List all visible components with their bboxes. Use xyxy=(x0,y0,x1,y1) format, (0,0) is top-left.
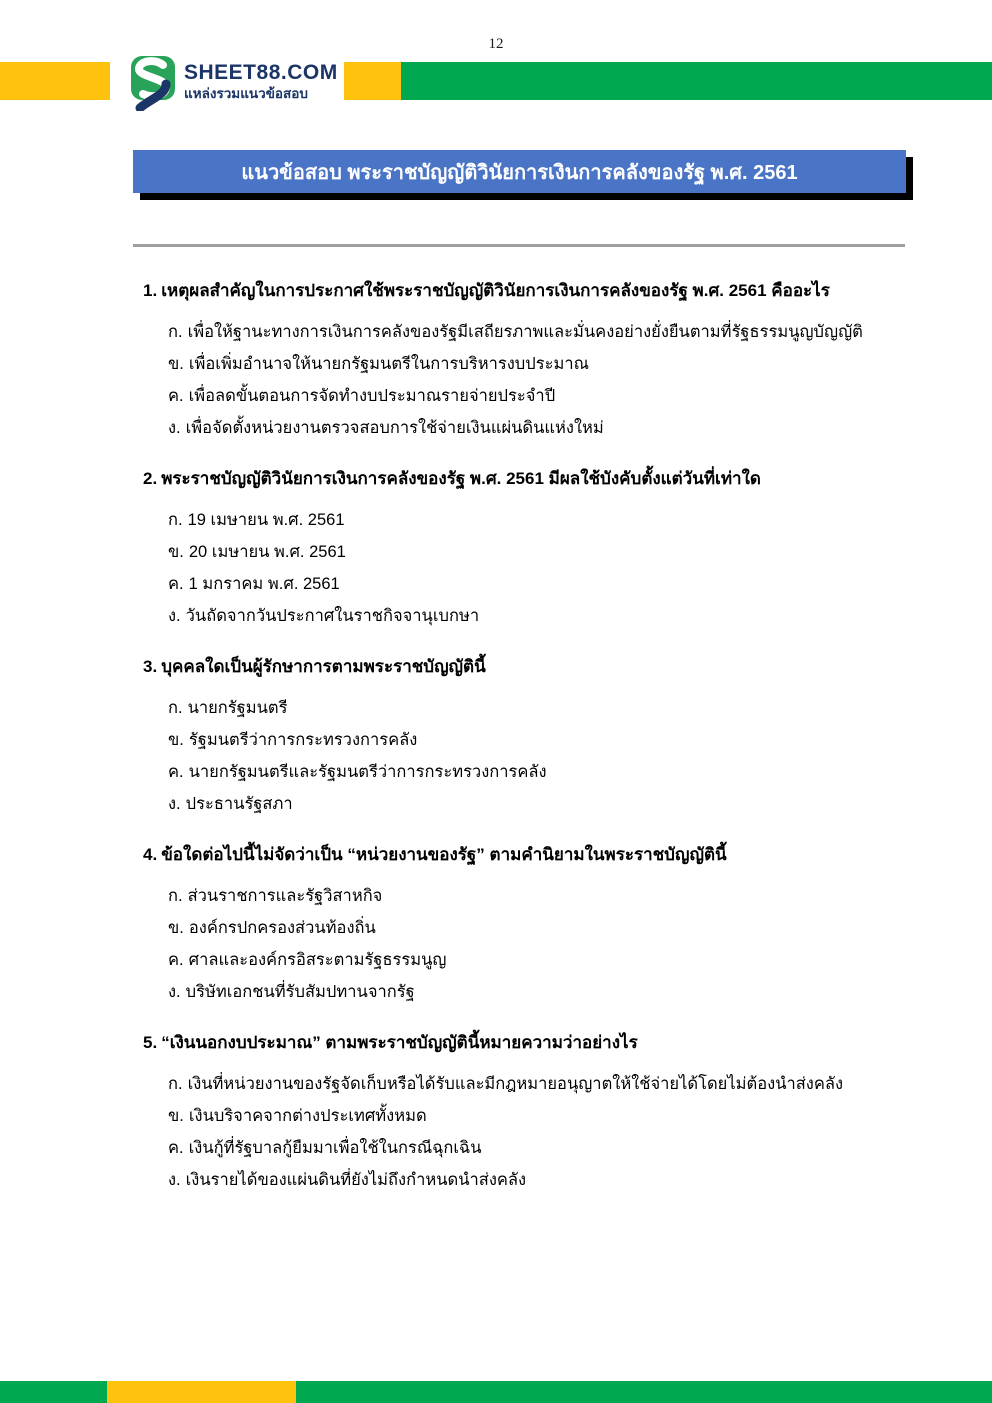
choice-label: ค. xyxy=(168,1139,184,1157)
choice-text: เงินรายได้ของแผ่นดินที่ยังไม่ถึงกำหนดนำส่งคลัง xyxy=(185,1171,527,1189)
choice-text: ประธานรัฐสภา xyxy=(185,795,293,813)
top-bar-green xyxy=(401,62,992,100)
choice-text: เพื่อให้ฐานะทางการเงินการคลังของรัฐมีเสถียรภาพและมั่นคงอย่างยั่งยืนตามที่รัฐธรรมนูญบัญญัติ xyxy=(187,323,863,341)
title-banner xyxy=(133,150,906,193)
choice-text: องค์กรปกครองส่วนท้องถิ่น xyxy=(188,919,376,937)
question-2-choice-c xyxy=(143,568,943,600)
question-1-choice-a xyxy=(143,316,943,348)
question-number: 5. xyxy=(143,1033,158,1052)
choice-label: ข. xyxy=(168,1107,184,1125)
question-number: 4. xyxy=(143,845,158,864)
logo-brand-name: SHEET88.COM xyxy=(184,61,338,84)
question-text: “เงินนอกงบประมาณ” ตามพระราชบัญญัตินี้หมายความว่าอย่างไร xyxy=(161,1033,638,1052)
question-2-choice-a xyxy=(143,504,943,536)
bottom-bar-green-right xyxy=(296,1381,992,1403)
bottom-bar-yellow xyxy=(107,1381,296,1403)
question-2 xyxy=(143,464,943,632)
choice-text: 19 เมษายน พ.ศ. 2561 xyxy=(187,511,345,529)
choice-label: ง. xyxy=(168,419,181,437)
choice-text: ส่วนราชการและรัฐวิสาหกิจ xyxy=(187,887,383,905)
choice-label: ง. xyxy=(168,983,181,1001)
question-3-choice-c xyxy=(143,756,943,788)
sheet88-logo-icon xyxy=(130,55,176,111)
choice-text: เงินกู้ที่รัฐบาลกู้ยืมมาเพื่อใช้ในกรณีฉุกเฉิน xyxy=(188,1139,482,1157)
choice-text: บริษัทเอกชนที่รับสัมปทานจากรัฐ xyxy=(185,983,415,1001)
question-3-choice-d xyxy=(143,788,943,820)
choice-label: ง. xyxy=(168,1171,181,1189)
question-3-choice-b xyxy=(143,724,943,756)
choice-label: ค. xyxy=(168,575,184,593)
question-number: 1. xyxy=(143,281,158,300)
question-2-choice-d xyxy=(143,600,943,632)
sheet88-logo xyxy=(130,55,344,115)
question-2-text xyxy=(143,464,943,494)
choice-text: รัฐมนตรีว่าการกระทรวงการคลัง xyxy=(188,731,418,749)
question-4-text xyxy=(143,840,943,870)
document-title: แนวข้อสอบ พระราชบัญญัติวินัยการเงินการคลังของรัฐ พ.ศ. 2561 xyxy=(241,161,798,184)
choice-label: ก. xyxy=(168,699,183,717)
choice-label: ง. xyxy=(168,795,181,813)
bottom-bar-green-left xyxy=(0,1381,107,1403)
choice-text: วันถัดจากวันประกาศในราชกิจจานุเบกษา xyxy=(185,607,480,625)
question-1-choice-d xyxy=(143,412,943,444)
choice-label: ข. xyxy=(168,919,184,937)
choice-text: 1 มกราคม พ.ศ. 2561 xyxy=(188,575,340,593)
question-4-choice-b xyxy=(143,912,943,944)
page-number: 12 xyxy=(488,36,504,52)
choice-text: 20 เมษายน พ.ศ. 2561 xyxy=(188,543,346,561)
question-1-choice-b xyxy=(143,348,943,380)
question-5-choice-a xyxy=(143,1068,943,1100)
question-5-choice-b xyxy=(143,1100,943,1132)
question-5-choice-d xyxy=(143,1164,943,1196)
choice-label: ข. xyxy=(168,355,184,373)
logo-text xyxy=(184,55,338,103)
choice-text: เงินที่หน่วยงานของรัฐจัดเก็บหรือได้รับและมีกฎหมายอนุญาตให้ใช้จ่ายได้โดยไม่ต้องนำส่งคลัง xyxy=(187,1075,844,1093)
choice-text: เพื่อเพิ่มอำนาจให้นายกรัฐมนตรีในการบริหารงบประมาณ xyxy=(188,355,589,373)
question-3-choice-a xyxy=(143,692,943,724)
choice-text: นายกรัฐมนตรี xyxy=(187,699,288,717)
question-text: พระราชบัญญัติวินัยการเงินการคลังของรัฐ พ.ศ. 2561 มีผลใช้บังคับตั้งแต่วันที่เท่าใด xyxy=(161,469,761,488)
choice-label: ข. xyxy=(168,731,184,749)
question-number: 2. xyxy=(143,469,158,488)
question-2-choice-b xyxy=(143,536,943,568)
logo-tagline: แหล่งรวมแนวข้อสอบ xyxy=(184,86,308,101)
question-text: บุคคลใดเป็นผู้รักษาการตามพระราชบัญญัตินี้ xyxy=(161,657,486,676)
choice-label: ก. xyxy=(168,1075,183,1093)
choice-text: เงินบริจาคจากต่างประเทศทั้งหมด xyxy=(188,1107,427,1125)
question-1-choice-c xyxy=(143,380,943,412)
question-text: เหตุผลสำคัญในการประกาศใช้พระราชบัญญัติวินัยการเงินการคลังของรัฐ พ.ศ. 2561 คืออะไร xyxy=(161,281,830,300)
choice-text: ศาลและองค์กรอิสระตามรัฐธรรมนูญ xyxy=(188,951,447,969)
choice-label: ค. xyxy=(168,763,184,781)
question-5 xyxy=(143,1028,943,1196)
question-number: 3. xyxy=(143,657,158,676)
choice-label: ก. xyxy=(168,511,183,529)
question-4-choice-d xyxy=(143,976,943,1008)
choice-label: ข. xyxy=(168,543,184,561)
question-3 xyxy=(143,652,943,820)
choice-label: ก. xyxy=(168,323,183,341)
choice-text: นายกรัฐมนตรีและรัฐมนตรีว่าการกระทรวงการคลัง xyxy=(188,763,547,781)
top-bar-yellow-right xyxy=(337,62,401,100)
question-5-choice-c xyxy=(143,1132,943,1164)
divider-line xyxy=(133,244,905,247)
question-4-choice-a xyxy=(143,880,943,912)
choice-text: เพื่อลดขั้นตอนการจัดทำงบประมาณรายจ่ายประจำปี xyxy=(188,387,556,405)
choice-text: เพื่อจัดตั้งหน่วยงานตรวจสอบการใช้จ่ายเงินแผ่นดินแห่งใหม่ xyxy=(185,419,604,437)
top-bar-yellow-left xyxy=(0,62,110,100)
choice-label: ก. xyxy=(168,887,183,905)
choice-label: ค. xyxy=(168,387,184,405)
questions-section xyxy=(143,276,943,1216)
question-text: ข้อใดต่อไปนี้ไม่จัดว่าเป็น “หน่วยงานของรัฐ” ตามคำนิยามในพระราชบัญญัตินี้ xyxy=(161,845,727,864)
question-1-text xyxy=(143,276,943,306)
choice-label: ค. xyxy=(168,951,184,969)
question-4-choice-c xyxy=(143,944,943,976)
question-1 xyxy=(143,276,943,444)
question-4 xyxy=(143,840,943,1008)
choice-label: ง. xyxy=(168,607,181,625)
question-3-text xyxy=(143,652,943,682)
question-5-text xyxy=(143,1028,943,1058)
